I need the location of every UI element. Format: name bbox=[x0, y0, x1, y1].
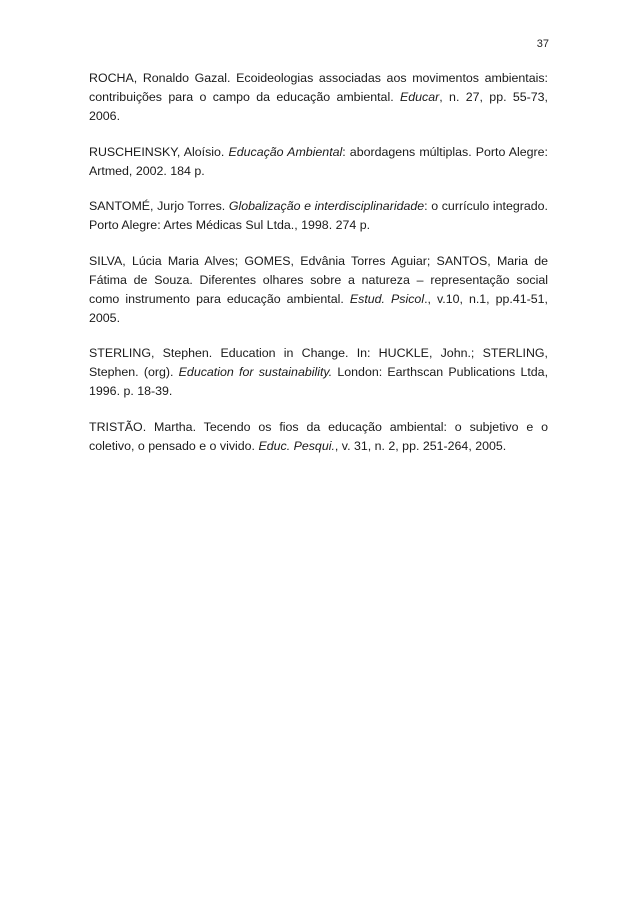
reference-text: : o currículo integrado. Porto Alegre: Artes Médicas Sul Ltda., 1998. 274 p. bbox=[89, 199, 548, 232]
reference-text: , v. 31, n. 2, pp. 251-264, 2005. bbox=[334, 438, 507, 453]
references-list bbox=[89, 69, 548, 472]
reference-text: STERLING, Stephen. Education in Change. In: HUCKLE, John.; STERLING, Stephen. (org). bbox=[89, 346, 548, 379]
reference-text: ., v.10, n.1, pp.41-51, 2005. bbox=[89, 291, 549, 325]
reference-text: SILVA, Lúcia Maria Alves; GOMES, Edvânia Torres Aguiar; SANTOS, Maria de Fátima de Souza. Diferentes olhares sobre a natureza – representação social como instrumento para educação ambiental. bbox=[89, 253, 548, 306]
reference-entry-santome bbox=[89, 197, 548, 235]
reference-text: RUSCHEINSKY, Aloísio. bbox=[89, 144, 229, 159]
reference-text: TRISTÃO. Martha. Tecendo os fios da educação ambiental: o subjetivo e o coletivo, o pensado e o vivido. bbox=[89, 419, 548, 453]
reference-italic-title: Globalização e interdisciplinaridade bbox=[228, 199, 425, 213]
page-number: 37 bbox=[536, 38, 549, 50]
reference-entry-silva bbox=[89, 252, 548, 328]
reference-text: London: Earthscan Publications Ltda, 1996. p. 18-39. bbox=[89, 365, 549, 398]
reference-text: SANTOMÉ, Jurjo Torres. bbox=[89, 199, 229, 213]
reference-italic-title: Educar bbox=[400, 90, 440, 104]
reference-text: , n. 27, pp. 55-73, 2006. bbox=[89, 90, 549, 123]
reference-italic-title: Estud. Psicol bbox=[349, 291, 425, 306]
reference-italic-title: Educ. Pesqui. bbox=[258, 438, 335, 453]
reference-text: : abordagens múltiplas. Porto Alegre: Artmed, 2002. 184 p. bbox=[89, 144, 548, 178]
reference-text: ROCHA, Ronaldo Gazal. Ecoideologias associadas aos movimentos ambientais: contribuições para o campo da educação ambiental. bbox=[89, 71, 548, 104]
reference-italic-title: Educação Ambiental bbox=[228, 144, 343, 159]
reference-entry-sterling bbox=[89, 344, 548, 401]
reference-entry-tristao bbox=[89, 418, 548, 456]
reference-italic-title: Education for sustainability. bbox=[178, 365, 333, 379]
reference-entry-ruscheinsky bbox=[89, 143, 548, 181]
reference-entry-rocha bbox=[89, 69, 548, 126]
